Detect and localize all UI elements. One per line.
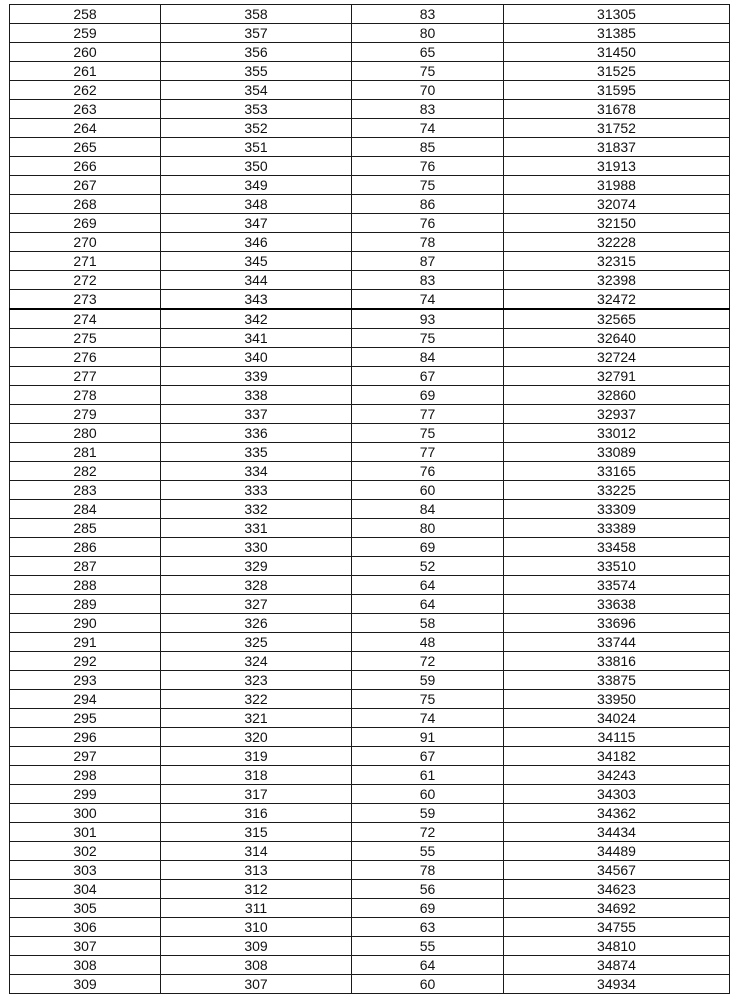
cumulative-cell: 33638: [504, 595, 730, 614]
score-table-sheet: [9, 4, 729, 994]
cumulative-cell: 32472: [504, 290, 730, 310]
score-cell: 343: [161, 290, 352, 310]
cumulative-cell: 31525: [504, 62, 730, 81]
table-row: [10, 728, 730, 747]
rank-cell: 265: [10, 138, 161, 157]
rank-cell: 275: [10, 329, 161, 348]
count-cell: 64: [352, 956, 504, 975]
cumulative-cell: 34024: [504, 709, 730, 728]
rank-cell: 304: [10, 880, 161, 899]
count-cell: 69: [352, 538, 504, 557]
score-cell: 328: [161, 576, 352, 595]
table-row: [10, 595, 730, 614]
table-row: [10, 481, 730, 500]
score-cell: 349: [161, 176, 352, 195]
table-row: [10, 100, 730, 119]
table-row: [10, 119, 730, 138]
table-row: [10, 671, 730, 690]
score-cell: 338: [161, 386, 352, 405]
table-row: [10, 538, 730, 557]
table-row: [10, 424, 730, 443]
rank-cell: 294: [10, 690, 161, 709]
table-row: [10, 271, 730, 290]
cumulative-cell: 32791: [504, 367, 730, 386]
count-cell: 65: [352, 43, 504, 62]
table-row: [10, 290, 730, 310]
cumulative-cell: 33012: [504, 424, 730, 443]
table-row: [10, 157, 730, 176]
count-cell: 84: [352, 500, 504, 519]
table-row: [10, 519, 730, 538]
score-cell: 332: [161, 500, 352, 519]
table-row: [10, 880, 730, 899]
cumulative-cell: 34303: [504, 785, 730, 804]
cumulative-cell: 32860: [504, 386, 730, 405]
rank-cell: 291: [10, 633, 161, 652]
table-row: [10, 975, 730, 994]
cumulative-cell: 34623: [504, 880, 730, 899]
score-cell: 314: [161, 842, 352, 861]
count-cell: 78: [352, 861, 504, 880]
cumulative-cell: 34810: [504, 937, 730, 956]
table-row: [10, 747, 730, 766]
rank-cell: 309: [10, 975, 161, 994]
count-cell: 84: [352, 348, 504, 367]
cumulative-cell: 34755: [504, 918, 730, 937]
rank-cell: 305: [10, 899, 161, 918]
table-row: [10, 462, 730, 481]
cumulative-cell: 33309: [504, 500, 730, 519]
table-row: [10, 176, 730, 195]
cumulative-cell: 34243: [504, 766, 730, 785]
score-cell: 350: [161, 157, 352, 176]
cumulative-cell: 32315: [504, 252, 730, 271]
rank-cell: 271: [10, 252, 161, 271]
count-cell: 80: [352, 24, 504, 43]
score-cell: 323: [161, 671, 352, 690]
table-row: [10, 690, 730, 709]
table-row: [10, 138, 730, 157]
count-cell: 67: [352, 367, 504, 386]
score-cell: 342: [161, 309, 352, 329]
rank-cell: 284: [10, 500, 161, 519]
count-cell: 48: [352, 633, 504, 652]
rank-cell: 300: [10, 804, 161, 823]
count-cell: 76: [352, 214, 504, 233]
score-cell: 335: [161, 443, 352, 462]
count-cell: 75: [352, 176, 504, 195]
table-row: [10, 233, 730, 252]
table-row: [10, 443, 730, 462]
count-cell: 75: [352, 690, 504, 709]
cumulative-cell: 33165: [504, 462, 730, 481]
count-cell: 56: [352, 880, 504, 899]
score-cell: 351: [161, 138, 352, 157]
score-cell: 358: [161, 5, 352, 24]
score-cell: 317: [161, 785, 352, 804]
table-row: [10, 81, 730, 100]
cumulative-cell: 33744: [504, 633, 730, 652]
table-row: [10, 861, 730, 880]
count-cell: 75: [352, 329, 504, 348]
count-cell: 67: [352, 747, 504, 766]
table-row: [10, 500, 730, 519]
cumulative-cell: 32228: [504, 233, 730, 252]
score-cell: 325: [161, 633, 352, 652]
score-cell: 352: [161, 119, 352, 138]
rank-cell: 292: [10, 652, 161, 671]
count-cell: 58: [352, 614, 504, 633]
rank-cell: 261: [10, 62, 161, 81]
cumulative-cell: 31595: [504, 81, 730, 100]
cumulative-cell: 34934: [504, 975, 730, 994]
table-row: [10, 309, 730, 329]
rank-cell: 290: [10, 614, 161, 633]
score-cell: 354: [161, 81, 352, 100]
score-cell: 316: [161, 804, 352, 823]
cumulative-cell: 31752: [504, 119, 730, 138]
cumulative-cell: 31678: [504, 100, 730, 119]
table-row: [10, 367, 730, 386]
cumulative-cell: 31385: [504, 24, 730, 43]
count-cell: 86: [352, 195, 504, 214]
score-cell: 313: [161, 861, 352, 880]
cumulative-cell: 32398: [504, 271, 730, 290]
rank-cell: 258: [10, 5, 161, 24]
rank-cell: 280: [10, 424, 161, 443]
cumulative-cell: 33950: [504, 690, 730, 709]
cumulative-cell: 33458: [504, 538, 730, 557]
count-cell: 55: [352, 842, 504, 861]
table-row: [10, 195, 730, 214]
count-cell: 52: [352, 557, 504, 576]
rank-cell: 262: [10, 81, 161, 100]
score-cell: 331: [161, 519, 352, 538]
count-cell: 63: [352, 918, 504, 937]
count-cell: 91: [352, 728, 504, 747]
score-cell: 307: [161, 975, 352, 994]
score-cell: 337: [161, 405, 352, 424]
table-row: [10, 62, 730, 81]
cumulative-cell: 34874: [504, 956, 730, 975]
table-row: [10, 899, 730, 918]
count-cell: 74: [352, 119, 504, 138]
count-cell: 77: [352, 405, 504, 424]
rank-cell: 289: [10, 595, 161, 614]
count-cell: 87: [352, 252, 504, 271]
cumulative-cell: 31305: [504, 5, 730, 24]
count-cell: 76: [352, 157, 504, 176]
cumulative-cell: 33089: [504, 443, 730, 462]
table-row: [10, 43, 730, 62]
rank-cell: 286: [10, 538, 161, 557]
cumulative-cell: 31988: [504, 176, 730, 195]
rank-cell: 288: [10, 576, 161, 595]
rank-cell: 295: [10, 709, 161, 728]
score-cell: 340: [161, 348, 352, 367]
cumulative-cell: 33574: [504, 576, 730, 595]
score-cell: 346: [161, 233, 352, 252]
rank-cell: 301: [10, 823, 161, 842]
score-cell: 336: [161, 424, 352, 443]
rank-cell: 306: [10, 918, 161, 937]
table-body: [10, 5, 730, 994]
rank-cell: 283: [10, 481, 161, 500]
rank-cell: 274: [10, 309, 161, 329]
rank-cell: 299: [10, 785, 161, 804]
count-cell: 69: [352, 899, 504, 918]
cumulative-cell: 34434: [504, 823, 730, 842]
cumulative-cell: 33696: [504, 614, 730, 633]
score-cell: 334: [161, 462, 352, 481]
score-cell: 315: [161, 823, 352, 842]
rank-cell: 263: [10, 100, 161, 119]
count-cell: 75: [352, 62, 504, 81]
table-row: [10, 557, 730, 576]
count-cell: 64: [352, 576, 504, 595]
table-row: [10, 785, 730, 804]
rank-cell: 281: [10, 443, 161, 462]
score-cell: 318: [161, 766, 352, 785]
table-row: [10, 633, 730, 652]
cumulative-cell: 33225: [504, 481, 730, 500]
cumulative-cell: 33875: [504, 671, 730, 690]
rank-cell: 264: [10, 119, 161, 138]
score-cell: 347: [161, 214, 352, 233]
score-cell: 330: [161, 538, 352, 557]
rank-cell: 297: [10, 747, 161, 766]
score-cell: 345: [161, 252, 352, 271]
table-row: [10, 918, 730, 937]
count-cell: 64: [352, 595, 504, 614]
count-cell: 83: [352, 271, 504, 290]
count-cell: 70: [352, 81, 504, 100]
rank-cell: 293: [10, 671, 161, 690]
count-cell: 74: [352, 709, 504, 728]
cumulative-cell: 33816: [504, 652, 730, 671]
cumulative-cell: 34489: [504, 842, 730, 861]
table-row: [10, 329, 730, 348]
count-cell: 69: [352, 386, 504, 405]
rank-cell: 302: [10, 842, 161, 861]
rank-cell: 276: [10, 348, 161, 367]
score-cell: 310: [161, 918, 352, 937]
count-cell: 59: [352, 804, 504, 823]
score-cell: 353: [161, 100, 352, 119]
score-cell: 357: [161, 24, 352, 43]
cumulative-cell: 33510: [504, 557, 730, 576]
table-row: [10, 614, 730, 633]
rank-cell: 278: [10, 386, 161, 405]
cumulative-cell: 31913: [504, 157, 730, 176]
rank-cell: 296: [10, 728, 161, 747]
score-cell: 333: [161, 481, 352, 500]
rank-cell: 282: [10, 462, 161, 481]
cumulative-cell: 34115: [504, 728, 730, 747]
score-cell: 339: [161, 367, 352, 386]
cumulative-cell: 34567: [504, 861, 730, 880]
count-cell: 60: [352, 481, 504, 500]
rank-cell: 298: [10, 766, 161, 785]
cumulative-cell: 34182: [504, 747, 730, 766]
table-row: [10, 709, 730, 728]
score-cell: 355: [161, 62, 352, 81]
rank-cell: 269: [10, 214, 161, 233]
rank-cell: 260: [10, 43, 161, 62]
cumulative-cell: 32640: [504, 329, 730, 348]
rank-cell: 268: [10, 195, 161, 214]
rank-cell: 303: [10, 861, 161, 880]
score-cell: 311: [161, 899, 352, 918]
cumulative-cell: 32074: [504, 195, 730, 214]
cumulative-cell: 31837: [504, 138, 730, 157]
count-cell: 61: [352, 766, 504, 785]
count-cell: 93: [352, 309, 504, 329]
cumulative-cell: 32150: [504, 214, 730, 233]
rank-cell: 308: [10, 956, 161, 975]
table-row: [10, 24, 730, 43]
table-row: [10, 937, 730, 956]
rank-cell: 287: [10, 557, 161, 576]
table-row: [10, 652, 730, 671]
score-cell: 348: [161, 195, 352, 214]
score-cell: 327: [161, 595, 352, 614]
count-cell: 77: [352, 443, 504, 462]
count-cell: 60: [352, 785, 504, 804]
score-cell: 326: [161, 614, 352, 633]
score-cell: 321: [161, 709, 352, 728]
score-cell: 319: [161, 747, 352, 766]
score-cell: 320: [161, 728, 352, 747]
count-cell: 74: [352, 290, 504, 310]
rank-cell: 277: [10, 367, 161, 386]
count-cell: 75: [352, 424, 504, 443]
cumulative-cell: 31450: [504, 43, 730, 62]
count-cell: 59: [352, 671, 504, 690]
rank-cell: 267: [10, 176, 161, 195]
count-cell: 85: [352, 138, 504, 157]
count-cell: 72: [352, 652, 504, 671]
cumulative-cell: 33389: [504, 519, 730, 538]
cumulative-cell: 34362: [504, 804, 730, 823]
rank-cell: 272: [10, 271, 161, 290]
cumulative-cell: 32937: [504, 405, 730, 424]
table-row: [10, 214, 730, 233]
rank-cell: 273: [10, 290, 161, 310]
score-table: [9, 4, 730, 994]
score-cell: 322: [161, 690, 352, 709]
table-row: [10, 823, 730, 842]
score-cell: 324: [161, 652, 352, 671]
table-row: [10, 576, 730, 595]
table-row: [10, 956, 730, 975]
rank-cell: 279: [10, 405, 161, 424]
score-cell: 309: [161, 937, 352, 956]
table-row: [10, 5, 730, 24]
count-cell: 72: [352, 823, 504, 842]
rank-cell: 266: [10, 157, 161, 176]
cumulative-cell: 32565: [504, 309, 730, 329]
count-cell: 60: [352, 975, 504, 994]
table-row: [10, 386, 730, 405]
count-cell: 55: [352, 937, 504, 956]
rank-cell: 259: [10, 24, 161, 43]
count-cell: 76: [352, 462, 504, 481]
score-cell: 356: [161, 43, 352, 62]
table-row: [10, 842, 730, 861]
count-cell: 83: [352, 100, 504, 119]
rank-cell: 285: [10, 519, 161, 538]
cumulative-cell: 32724: [504, 348, 730, 367]
rank-cell: 270: [10, 233, 161, 252]
score-cell: 312: [161, 880, 352, 899]
table-row: [10, 766, 730, 785]
count-cell: 78: [352, 233, 504, 252]
count-cell: 83: [352, 5, 504, 24]
rank-cell: 307: [10, 937, 161, 956]
score-cell: 341: [161, 329, 352, 348]
table-row: [10, 405, 730, 424]
score-cell: 329: [161, 557, 352, 576]
count-cell: 80: [352, 519, 504, 538]
score-cell: 344: [161, 271, 352, 290]
score-cell: 308: [161, 956, 352, 975]
table-row: [10, 804, 730, 823]
cumulative-cell: 34692: [504, 899, 730, 918]
table-row: [10, 348, 730, 367]
table-row: [10, 252, 730, 271]
